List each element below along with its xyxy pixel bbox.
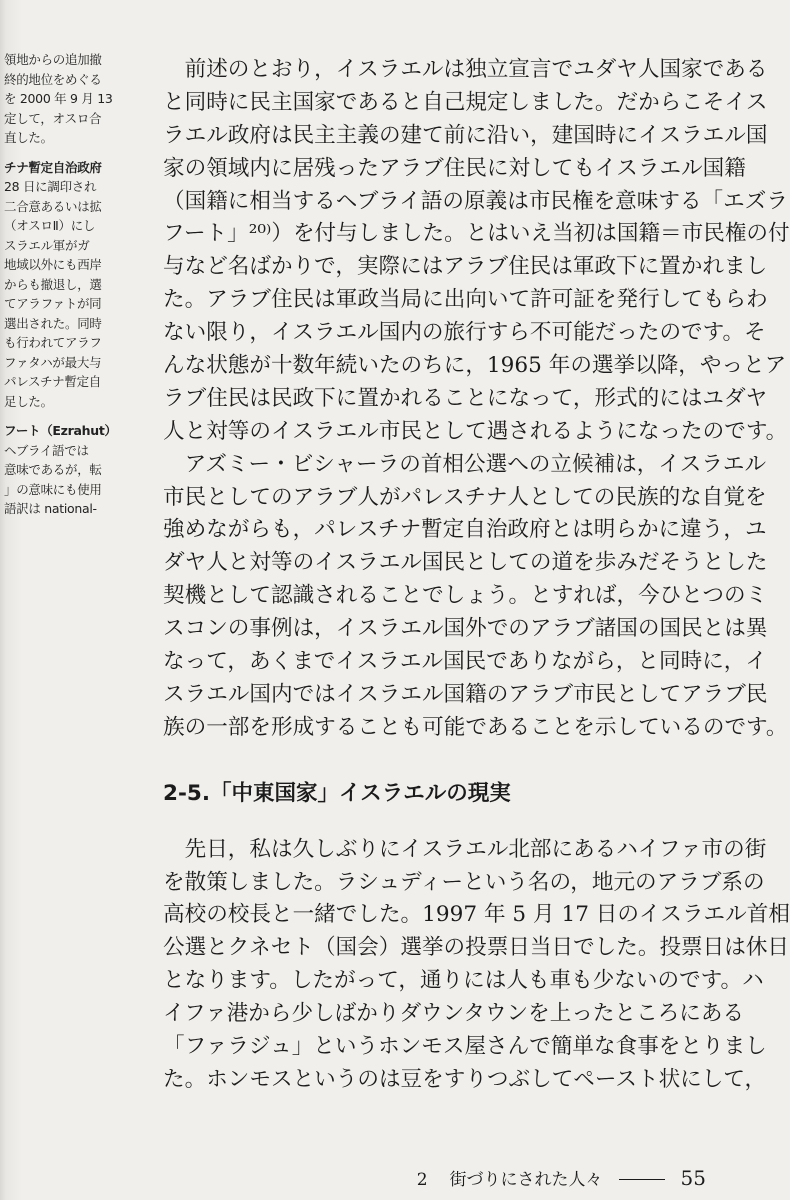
text-line: となります。したがって，通りには人も車も少ないのです。ハ <box>163 968 764 994</box>
text-line: 高校の校長と一緒でした。1997 年 5 月 17 日のイスラエル首相 <box>163 902 790 928</box>
note-block-2 <box>4 158 128 412</box>
text-line: 公選とクネセト（国会）選挙の投票日当日でした。投票日は休日 <box>163 935 790 961</box>
chapter-number: 2 <box>416 1170 428 1190</box>
note-line: からも撤退し，選 <box>4 276 102 292</box>
text-line: ダヤ人と対等のイスラエル国民としての道を歩みだそうとした <box>163 550 768 576</box>
text-line: アズミー・ビシャーラの首相公選への立候補は，イスラエル <box>184 451 767 477</box>
note-line: 領地からの追加撤 <box>4 52 102 67</box>
note-line: 意味であるが，転 <box>4 462 102 477</box>
text-line: 強めながらも，パレスチナ暫定自治政府とは明らかに違う，ユ <box>163 517 767 543</box>
note-heading: チナ暫定自治政府 <box>4 159 102 175</box>
text-line: 「ファラジュ」というホンモス屋さんで簡単な食事をとりまし <box>163 1034 767 1060</box>
note-line: を 2000 年 9 月 13 <box>4 91 113 106</box>
text-line: 契機として認識されることでしょう。とすれば，今ひとつのミ <box>163 583 768 609</box>
note-line: てアラファトが同 <box>4 296 102 311</box>
note-line: 終的地位をめぐる <box>4 71 102 87</box>
note-line: 定して，オスロ合 <box>4 110 102 126</box>
note-line: 二合意あるいは拡 <box>4 198 102 214</box>
note-line: 選出された。同時 <box>4 315 102 331</box>
text-line: 家の領域内に居残ったアラブ住民に対してもイスラエル国籍 <box>163 155 746 181</box>
note-line: 直した。 <box>4 130 53 145</box>
note-line: 足した。 <box>4 393 53 409</box>
margin-notes <box>4 50 128 529</box>
text-line: 人と対等のイスラエル市民として遇されるようになったのです。 <box>163 418 788 444</box>
text-line: スコンの事例は，イスラエル国外でのアラブ諸国の国民とは異 <box>163 616 768 642</box>
running-footer <box>417 1165 706 1190</box>
note-line: スラエル軍がガ <box>4 237 90 253</box>
note-line: ファタハが最大与 <box>4 354 102 370</box>
text-line: んな状態が十数年続いたのちに，1965 年の選挙以降，やっとア <box>163 353 787 379</box>
note-line: 28 日に調印され <box>4 179 97 194</box>
page-number: 55 <box>680 1166 706 1190</box>
text-line: なって，あくまでイスラエル国民でありながら，と同時に，イ <box>163 649 767 675</box>
paragraph-2 <box>163 449 788 745</box>
note-line: パレスチナ暫定自 <box>4 374 101 389</box>
text-line: た。ホンモスというのは豆をすりつぶしてペースト状にして， <box>163 1066 767 1092</box>
paragraph-1 <box>163 54 790 449</box>
text-line: を散策しました。ラシュディーという名の，地元のアラブ系の <box>163 869 765 895</box>
note-heading: フート（Ezrahut） <box>4 423 117 438</box>
section-heading: 2-5.「中東国家」イスラエルの現実 <box>163 780 511 806</box>
text-line: 先日，私は久しぶりにイスラエル北部にあるハイファ市の街 <box>184 836 767 862</box>
note-line: 」の意味にも使用 <box>4 481 102 497</box>
text-line: 与など名ばかりで，実際にはアラブ住民は軍政下に置かれまし <box>163 254 768 280</box>
chapter-title: 街づりにされた人々 <box>449 1170 603 1190</box>
text-line: ラブ住民は民政下に置かれることになって，形式的にはユダヤ <box>163 385 768 411</box>
text-line: （国籍に相当するヘブライ語の原義は市民権を意味する「エズラ <box>163 188 788 214</box>
note-line: 地域以外にも西岸 <box>4 257 102 272</box>
text-line: と同時に民主国家であると自己規定しました。だからこそイス <box>163 89 768 115</box>
text-line: イファ港から少しばかりダウンタウンを上ったところにある <box>163 1001 745 1027</box>
text-line: 族の一部を形成することも可能であることを示しているのです。 <box>163 714 788 740</box>
paragraph-3 <box>163 834 790 1097</box>
note-line: ヘブライ語では <box>4 442 89 458</box>
text-line: スラエル国内ではイスラエル国籍のアラブ市民としてアラブ民 <box>163 681 768 707</box>
text-line: フート」²⁰⁾）を付与しました。とはいえ当初は国籍＝市民権の付 <box>163 221 790 247</box>
text-line: 市民としてのアラブ人がパレスチナ人としての民族的な自覚を <box>163 484 767 510</box>
note-line: （オスロⅡ）にし <box>4 218 96 233</box>
text-line: た。アラブ住民は軍政当局に出向いて許可証を発行してもらわ <box>163 287 768 313</box>
text-line: ない限り，イスラエル国内の旅行すら不可能だったのです。そ <box>163 320 766 346</box>
footer-rule <box>619 1179 665 1180</box>
note-block-1 <box>4 50 128 148</box>
note-block-3 <box>4 421 128 519</box>
main-text <box>163 54 790 1097</box>
text-line: ラエル政府は民主主義の建て前に沿い，建国時にイスラエル国 <box>163 122 768 148</box>
note-line: も行われてアラフ <box>4 335 102 350</box>
note-line: 語訳は national- <box>4 501 97 516</box>
text-line: 前述のとおり，イスラエルは独立宣言でユダヤ人国家である <box>184 57 768 82</box>
